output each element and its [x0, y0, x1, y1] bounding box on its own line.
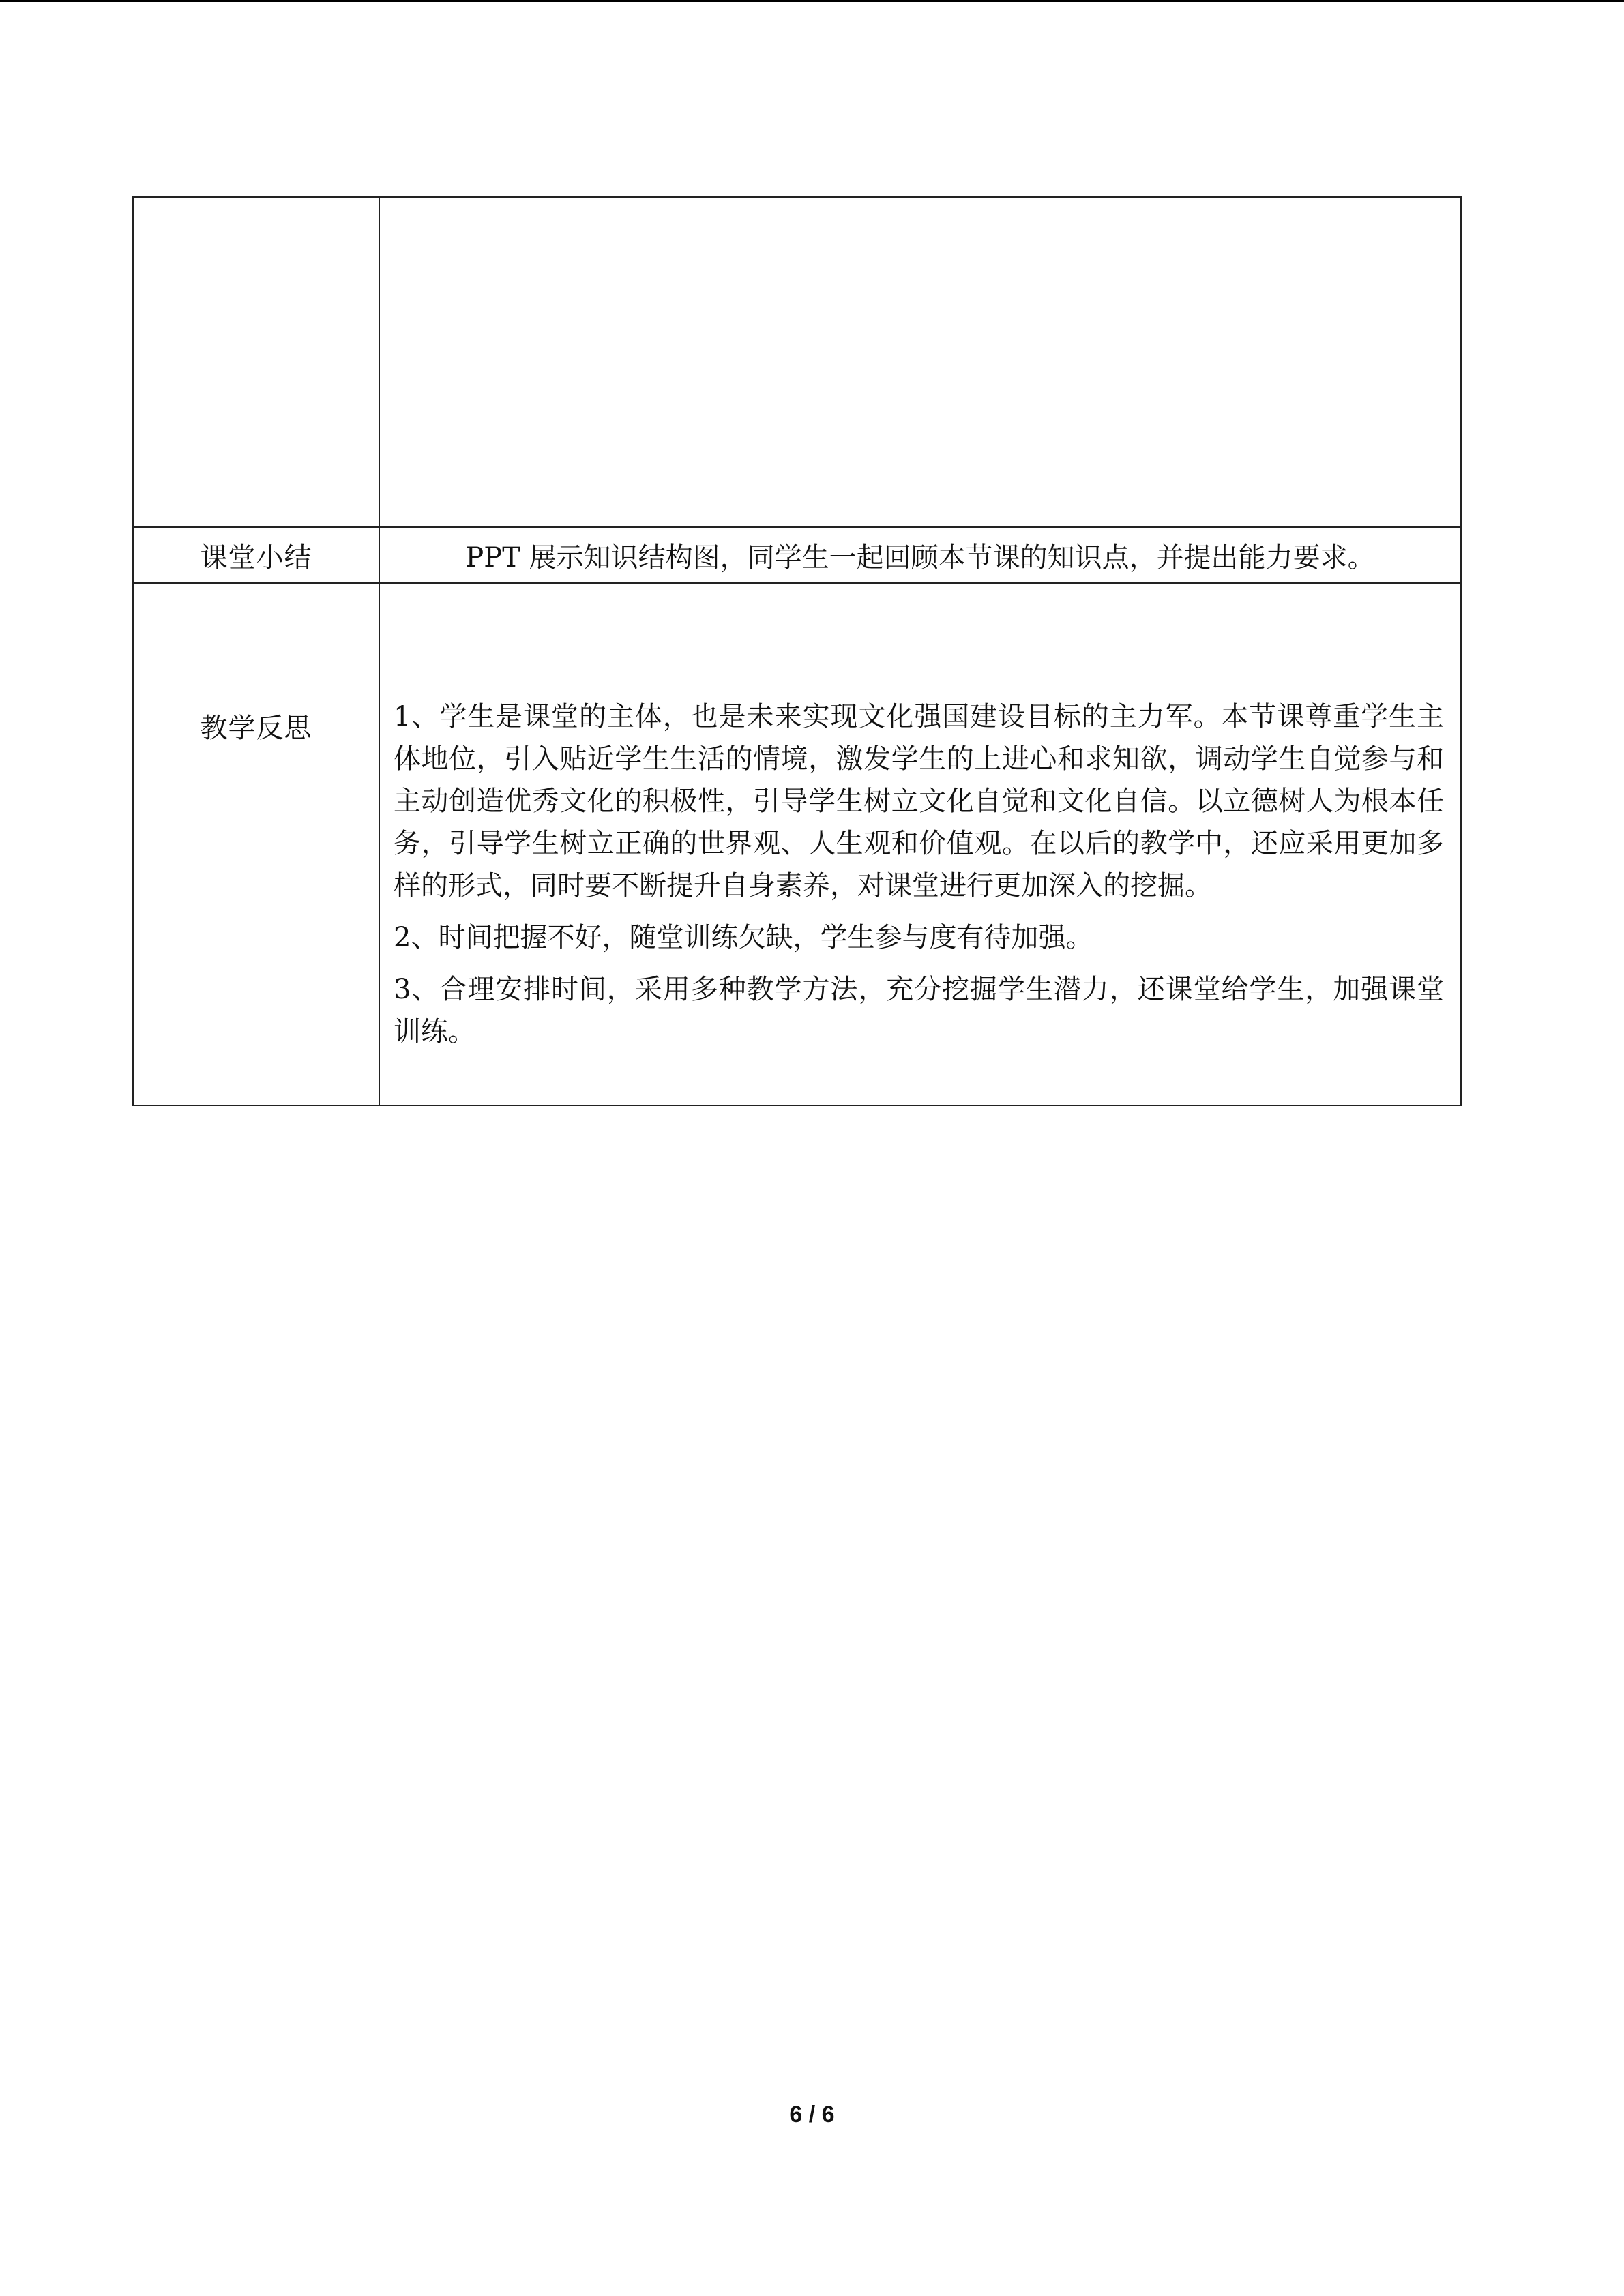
page-top-border — [0, 0, 1624, 2]
table-row-continuation — [133, 197, 1461, 527]
reflection-content-cell — [379, 583, 1461, 1105]
table-row-reflection — [133, 583, 1461, 1105]
continuation-content-cell — [379, 197, 1461, 527]
summary-content: PPT 展示知识结构图，同学生一起回顾本节课的知识点，并提出能力要求。 — [379, 527, 1461, 583]
lesson-plan-table — [132, 196, 1462, 1106]
table-row-summary — [133, 527, 1461, 583]
reflection-paragraph-1: 1、学生是课堂的主体，也是未来实现文化强国建设目标的主力军。本节课尊重学生主体地位，引入贴近学生生活的情境，激发学生的上进心和求知欲，调动学生自觉参与和主动创造优秀文化的积极性，引导学生树立文化自觉和文化自信。以立德树人为根本任务，引导学生树立正确的世界观、人生观和价值观。在以后的教学中，还应采用更加多样的形式，同时要不断提升自身素养，对课堂进行更加深入的挖掘。 — [394, 701, 1444, 901]
reflection-paragraph-2: 2、时间把握不好，随堂训练欠缺，学生参与度有待加强。 — [394, 922, 1093, 953]
page-number: 6 / 6 — [789, 2102, 835, 2128]
reflection-label-cell — [133, 583, 379, 1105]
summary-label-cell — [133, 527, 379, 583]
reflection-paragraph-3: 3、合理安排时间，采用多种教学方法，充分挖掘学生潜力，还课堂给学生，加强课堂训练。 — [394, 974, 1444, 1047]
reflection-label: 教学反思 — [200, 713, 312, 744]
summary-label: 课堂小结 — [200, 541, 312, 573]
continuation-label-cell — [133, 197, 379, 527]
